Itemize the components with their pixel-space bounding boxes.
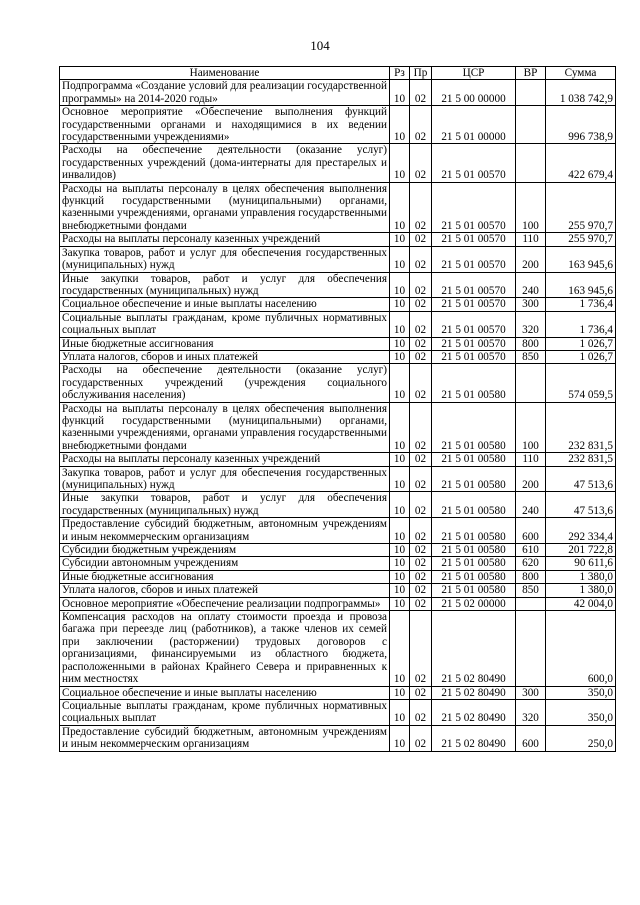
- row-rz: 10: [390, 337, 410, 350]
- row-rz: 10: [390, 597, 410, 610]
- row-sum: 163 945,6: [546, 246, 616, 272]
- row-pr: 02: [410, 699, 432, 725]
- row-name: Предоставление субсидий бюджетным, автономным учреждениям и иным некоммерческим организациям: [60, 518, 390, 544]
- row-name: Социальные выплаты гражданам, кроме публичных нормативных социальных выплат: [60, 311, 390, 337]
- row-csr: 21 5 02 00000: [432, 597, 516, 610]
- row-rz: 10: [390, 699, 410, 725]
- row-csr: 21 5 02 80490: [432, 611, 516, 686]
- table-row: [60, 466, 616, 492]
- table-row: [60, 544, 616, 557]
- table-row: [60, 518, 616, 544]
- table-row: [60, 350, 616, 363]
- budget-table: [59, 66, 616, 752]
- row-csr: 21 5 01 00570: [432, 246, 516, 272]
- row-sum: 350,0: [546, 699, 616, 725]
- row-csr: 21 5 01 00580: [432, 364, 516, 402]
- header-csr: ЦСР: [432, 67, 516, 80]
- row-rz: 10: [390, 246, 410, 272]
- row-vr: [516, 597, 546, 610]
- row-pr: 02: [410, 570, 432, 583]
- row-vr: 620: [516, 557, 546, 570]
- row-pr: 02: [410, 725, 432, 751]
- row-sum: 1 736,4: [546, 311, 616, 337]
- table-row: [60, 584, 616, 597]
- row-pr: 02: [410, 144, 432, 182]
- row-rz: 10: [390, 584, 410, 597]
- row-rz: 10: [390, 518, 410, 544]
- row-rz: 10: [390, 453, 410, 466]
- table-row: [60, 725, 616, 751]
- row-sum: 201 722,8: [546, 544, 616, 557]
- row-pr: 02: [410, 584, 432, 597]
- row-name: Расходы на обеспечение деятельности (оказание услуг) государственных учреждений (дома-интернаты для престарелых и инвалидов): [60, 144, 390, 182]
- row-vr: 600: [516, 518, 546, 544]
- row-sum: 47 513,6: [546, 492, 616, 518]
- table-row: [60, 557, 616, 570]
- row-rz: 10: [390, 364, 410, 402]
- row-name: Закупка товаров, работ и услуг для обеспечения государственных (муниципальных) нужд: [60, 466, 390, 492]
- row-rz: 10: [390, 233, 410, 246]
- row-name: Субсидии бюджетным учреждениям: [60, 544, 390, 557]
- row-vr: 320: [516, 699, 546, 725]
- row-sum: 47 513,6: [546, 466, 616, 492]
- row-rz: 10: [390, 182, 410, 233]
- table-row: [60, 699, 616, 725]
- row-name: Иные бюджетные ассигнования: [60, 337, 390, 350]
- row-pr: 02: [410, 246, 432, 272]
- row-rz: 10: [390, 350, 410, 363]
- row-sum: 292 334,4: [546, 518, 616, 544]
- page-number: 104: [310, 38, 330, 53]
- row-name: Расходы на обеспечение деятельности (оказание услуг) государственных учреждений (учреждения социального обслуживания населения): [60, 364, 390, 402]
- row-sum: 232 831,5: [546, 453, 616, 466]
- table-row: [60, 182, 616, 233]
- row-rz: 10: [390, 106, 410, 144]
- row-vr: 110: [516, 453, 546, 466]
- row-sum: 1 026,7: [546, 350, 616, 363]
- table-row: [60, 686, 616, 699]
- table-row: [60, 492, 616, 518]
- row-name: Уплата налогов, сборов и иных платежей: [60, 584, 390, 597]
- row-name: Компенсация расходов на оплату стоимости проезда и провоза багажа при переезде лиц (работников), а также членов их семей при заключении (расторжении) трудовых договоров с организациями, финансируемыми из областного бюджета, расположенными в районах Крайнего Севера и приравненных к ним местностях: [60, 611, 390, 686]
- row-name: Социальные выплаты гражданам, кроме публичных нормативных социальных выплат: [60, 699, 390, 725]
- row-rz: 10: [390, 570, 410, 583]
- row-vr: 110: [516, 233, 546, 246]
- row-vr: 100: [516, 402, 546, 453]
- row-csr: 21 5 00 00000: [432, 80, 516, 106]
- row-rz: 10: [390, 686, 410, 699]
- row-sum: 1 380,0: [546, 584, 616, 597]
- table-row: [60, 337, 616, 350]
- row-pr: 02: [410, 597, 432, 610]
- table-row: [60, 364, 616, 402]
- row-csr: 21 5 01 00580: [432, 518, 516, 544]
- row-vr: 200: [516, 466, 546, 492]
- row-pr: 02: [410, 80, 432, 106]
- row-csr: 21 5 01 00570: [432, 233, 516, 246]
- row-vr: 600: [516, 725, 546, 751]
- row-csr: 21 5 01 00570: [432, 182, 516, 233]
- row-sum: 42 004,0: [546, 597, 616, 610]
- row-pr: 02: [410, 364, 432, 402]
- row-vr: [516, 106, 546, 144]
- row-pr: 02: [410, 106, 432, 144]
- row-name: Основное мероприятие «Обеспечение реализации подпрограммы»: [60, 597, 390, 610]
- row-name: Субсидии автономным учреждениям: [60, 557, 390, 570]
- budget-table-body: [60, 80, 616, 751]
- row-csr: 21 5 01 00580: [432, 402, 516, 453]
- row-pr: 02: [410, 492, 432, 518]
- header-rz: Рз: [390, 67, 410, 80]
- row-sum: 1 380,0: [546, 570, 616, 583]
- row-name: Иные бюджетные ассигнования: [60, 570, 390, 583]
- table-row: [60, 611, 616, 686]
- row-sum: 1 736,4: [546, 298, 616, 311]
- row-name: Закупка товаров, работ и услуг для обеспечения государственных (муниципальных) нужд: [60, 246, 390, 272]
- row-rz: 10: [390, 492, 410, 518]
- header-sum: Сумма: [546, 67, 616, 80]
- row-pr: 02: [410, 453, 432, 466]
- row-pr: 02: [410, 557, 432, 570]
- row-csr: 21 5 01 00580: [432, 584, 516, 597]
- row-csr: 21 5 01 00580: [432, 492, 516, 518]
- row-pr: 02: [410, 466, 432, 492]
- table-row: [60, 106, 616, 144]
- row-rz: 10: [390, 611, 410, 686]
- row-vr: 200: [516, 246, 546, 272]
- row-pr: 02: [410, 402, 432, 453]
- row-pr: 02: [410, 272, 432, 298]
- row-vr: [516, 611, 546, 686]
- row-csr: 21 5 01 00570: [432, 272, 516, 298]
- table-row: [60, 570, 616, 583]
- row-rz: 10: [390, 402, 410, 453]
- row-vr: 240: [516, 492, 546, 518]
- row-sum: 255 970,7: [546, 233, 616, 246]
- row-vr: 850: [516, 584, 546, 597]
- row-name: Социальное обеспечение и иные выплаты населению: [60, 298, 390, 311]
- row-pr: 02: [410, 350, 432, 363]
- row-rz: 10: [390, 725, 410, 751]
- row-csr: 21 5 01 00570: [432, 311, 516, 337]
- table-row: [60, 453, 616, 466]
- row-sum: 600,0: [546, 611, 616, 686]
- table-row: [60, 233, 616, 246]
- row-name: Расходы на выплаты персоналу в целях обеспечения выполнения функций государственными (муниципальными) органами, казенными учреждениями, органами управления государственными внебюджетными фондами: [60, 182, 390, 233]
- table-row: [60, 246, 616, 272]
- table-row: [60, 311, 616, 337]
- row-sum: 90 611,6: [546, 557, 616, 570]
- row-vr: 300: [516, 686, 546, 699]
- row-vr: 800: [516, 570, 546, 583]
- row-vr: 240: [516, 272, 546, 298]
- row-name: Предоставление субсидий бюджетным, автономным учреждениям и иным некоммерческим организациям: [60, 725, 390, 751]
- row-vr: 320: [516, 311, 546, 337]
- row-sum: 1 038 742,9: [546, 80, 616, 106]
- row-rz: 10: [390, 466, 410, 492]
- table-row: [60, 80, 616, 106]
- row-pr: 02: [410, 311, 432, 337]
- row-name: Расходы на выплаты персоналу казенных учреждений: [60, 453, 390, 466]
- row-sum: 1 026,7: [546, 337, 616, 350]
- row-sum: 996 738,9: [546, 106, 616, 144]
- row-name: Расходы на выплаты персоналу в целях обеспечения выполнения функций государственными (муниципальными) органами, казенными учреждениями, органами управления государственными внебюджетными фондами: [60, 402, 390, 453]
- row-name: Расходы на выплаты персоналу казенных учреждений: [60, 233, 390, 246]
- row-sum: 255 970,7: [546, 182, 616, 233]
- row-pr: 02: [410, 337, 432, 350]
- row-name: Иные закупки товаров, работ и услуг для обеспечения государственных (муниципальных) нужд: [60, 272, 390, 298]
- row-pr: 02: [410, 611, 432, 686]
- table-row: [60, 272, 616, 298]
- header-name: Наименование: [60, 67, 390, 80]
- row-rz: 10: [390, 544, 410, 557]
- row-csr: 21 5 01 00580: [432, 466, 516, 492]
- row-rz: 10: [390, 557, 410, 570]
- row-sum: 163 945,6: [546, 272, 616, 298]
- row-sum: 232 831,5: [546, 402, 616, 453]
- row-csr: 21 5 01 00570: [432, 337, 516, 350]
- row-csr: 21 5 02 80490: [432, 686, 516, 699]
- row-sum: 574 059,5: [546, 364, 616, 402]
- row-csr: 21 5 01 00000: [432, 106, 516, 144]
- row-vr: 800: [516, 337, 546, 350]
- row-rz: 10: [390, 144, 410, 182]
- row-pr: 02: [410, 182, 432, 233]
- row-csr: 21 5 01 00580: [432, 453, 516, 466]
- row-rz: 10: [390, 272, 410, 298]
- row-vr: 300: [516, 298, 546, 311]
- row-sum: 422 679,4: [546, 144, 616, 182]
- table-row: [60, 298, 616, 311]
- row-pr: 02: [410, 298, 432, 311]
- row-pr: 02: [410, 544, 432, 557]
- table-row: [60, 597, 616, 610]
- row-vr: [516, 80, 546, 106]
- row-rz: 10: [390, 311, 410, 337]
- row-csr: 21 5 02 80490: [432, 725, 516, 751]
- row-pr: 02: [410, 686, 432, 699]
- row-name: Основное мероприятие «Обеспечение выполнения функций государственными органами и находящимися в их ведении государственными учреждениями»: [60, 106, 390, 144]
- row-name: Иные закупки товаров, работ и услуг для обеспечения государственных (муниципальных) нужд: [60, 492, 390, 518]
- row-csr: 21 5 01 00580: [432, 544, 516, 557]
- row-vr: 610: [516, 544, 546, 557]
- row-vr: [516, 144, 546, 182]
- row-rz: 10: [390, 80, 410, 106]
- header-pr: Пр: [410, 67, 432, 80]
- row-pr: 02: [410, 233, 432, 246]
- row-name: Социальное обеспечение и иные выплаты населению: [60, 686, 390, 699]
- row-name: Уплата налогов, сборов и иных платежей: [60, 350, 390, 363]
- row-csr: 21 5 01 00570: [432, 350, 516, 363]
- table-row: [60, 144, 616, 182]
- row-name: Подпрограмма «Создание условий для реализации государственной программы» на 2014-2020 годы»: [60, 80, 390, 106]
- row-csr: 21 5 02 80490: [432, 699, 516, 725]
- table-row: [60, 402, 616, 453]
- row-csr: 21 5 01 00580: [432, 557, 516, 570]
- row-csr: 21 5 01 00570: [432, 298, 516, 311]
- row-rz: 10: [390, 298, 410, 311]
- row-csr: 21 5 01 00580: [432, 570, 516, 583]
- header-vr: ВР: [516, 67, 546, 80]
- row-vr: 850: [516, 350, 546, 363]
- row-vr: 100: [516, 182, 546, 233]
- row-sum: 350,0: [546, 686, 616, 699]
- table-header-row: [60, 67, 616, 80]
- row-vr: [516, 364, 546, 402]
- row-pr: 02: [410, 518, 432, 544]
- row-sum: 250,0: [546, 725, 616, 751]
- row-csr: 21 5 01 00570: [432, 144, 516, 182]
